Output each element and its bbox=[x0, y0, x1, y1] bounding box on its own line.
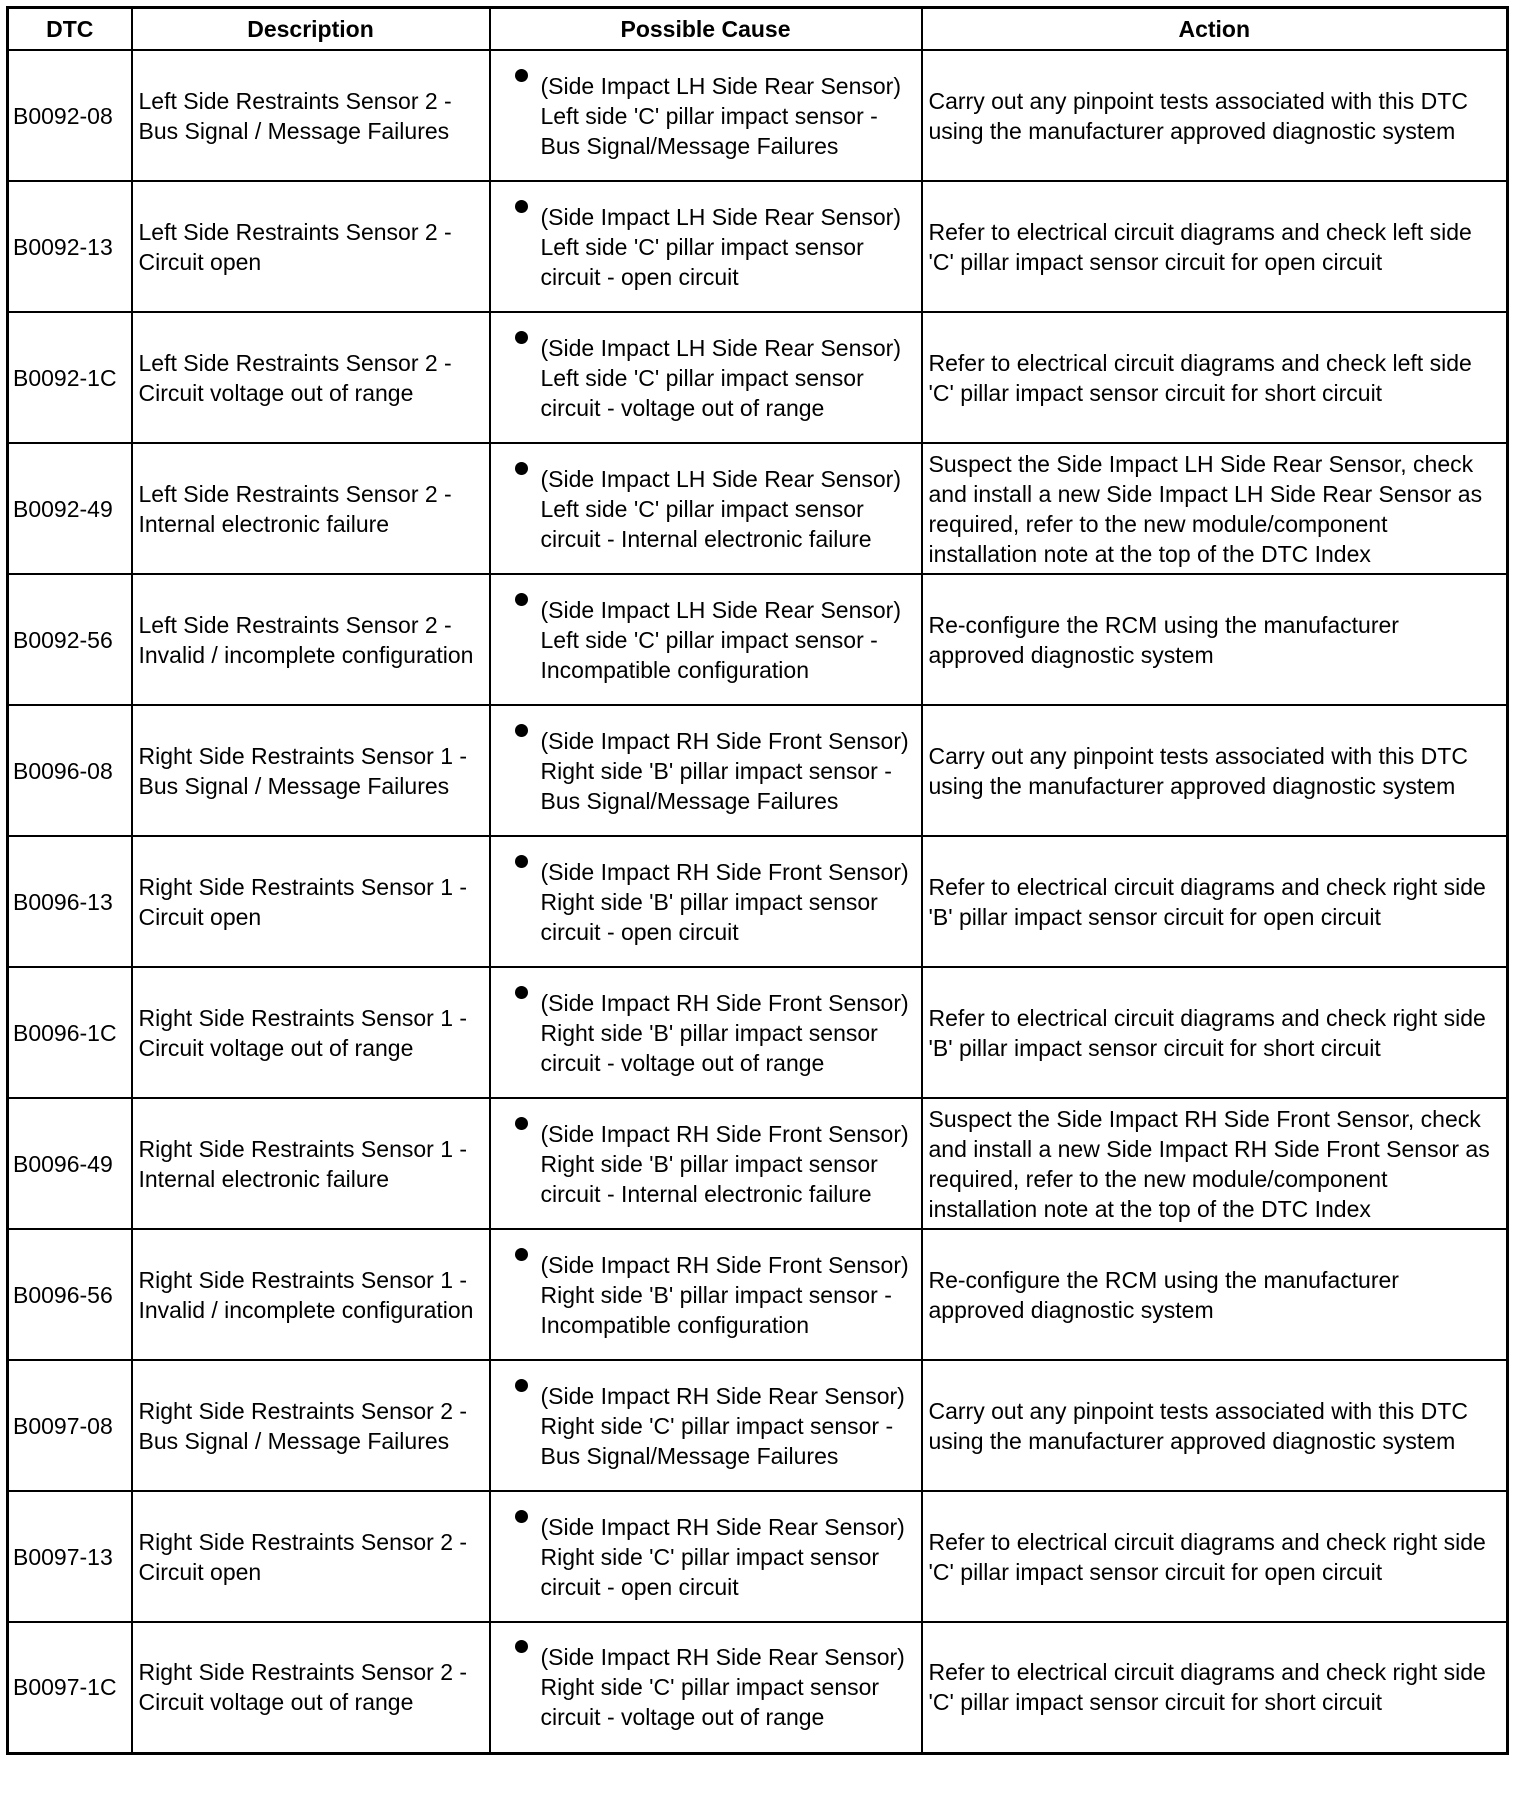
dtc-code: B0097-1C bbox=[8, 1622, 132, 1753]
possible-cause-cell bbox=[490, 1491, 922, 1622]
action-cell: Carry out any pinpoint tests associated with this DTC using the manufacturer approved diagnostic system bbox=[922, 50, 1508, 181]
possible-cause-cell bbox=[490, 312, 922, 443]
action-cell: Re-configure the RCM using the manufacturer approved diagnostic system bbox=[922, 1229, 1508, 1360]
table-row bbox=[8, 1098, 1508, 1229]
bullet-icon bbox=[515, 1117, 528, 1130]
table-row bbox=[8, 443, 1508, 574]
dtc-code: B0092-49 bbox=[8, 443, 132, 574]
header-action: Action bbox=[922, 8, 1508, 51]
description-cell: Right Side Restraints Sensor 2 - Circuit open bbox=[132, 1491, 490, 1622]
dtc-code: B0096-13 bbox=[8, 836, 132, 967]
description-cell: Left Side Restraints Sensor 2 - Circuit voltage out of range bbox=[132, 312, 490, 443]
action-cell: Carry out any pinpoint tests associated with this DTC using the manufacturer approved diagnostic system bbox=[922, 1360, 1508, 1491]
description-cell: Left Side Restraints Sensor 2 - Internal electronic failure bbox=[132, 443, 490, 574]
possible-cause-text: (Side Impact LH Side Rear Sensor) Left side 'C' pillar impact sensor - Incompatible configuration bbox=[540, 596, 901, 683]
possible-cause-text: (Side Impact LH Side Rear Sensor) Left side 'C' pillar impact sensor - Bus Signal/Message Failures bbox=[540, 72, 901, 159]
description-cell: Right Side Restraints Sensor 2 - Bus Signal / Message Failures bbox=[132, 1360, 490, 1491]
action-cell: Suspect the Side Impact RH Side Front Sensor, check and install a new Side Impact RH Side Front Sensor as required, refer to the new module/component installation note at the top of the DTC Index bbox=[922, 1098, 1508, 1229]
table-row bbox=[8, 1360, 1508, 1491]
possible-cause-cell bbox=[490, 705, 922, 836]
action-cell: Refer to electrical circuit diagrams and check left side 'C' pillar impact sensor circuit for open circuit bbox=[922, 181, 1508, 312]
action-cell: Refer to electrical circuit diagrams and check right side 'C' pillar impact sensor circuit for short circuit bbox=[922, 1622, 1508, 1753]
bullet-icon bbox=[515, 986, 528, 999]
description-cell: Left Side Restraints Sensor 2 - Invalid / incomplete configuration bbox=[132, 574, 490, 705]
table-row bbox=[8, 312, 1508, 443]
bullet-icon bbox=[515, 855, 528, 868]
possible-cause-cell bbox=[490, 1098, 922, 1229]
description-cell: Right Side Restraints Sensor 1 - Circuit open bbox=[132, 836, 490, 967]
action-cell: Suspect the Side Impact LH Side Rear Sensor, check and install a new Side Impact LH Side Rear Sensor as required, refer to the new module/component installation note at the top of the DTC Index bbox=[922, 443, 1508, 574]
dtc-code: B0092-08 bbox=[8, 50, 132, 181]
action-cell: Refer to electrical circuit diagrams and check right side 'B' pillar impact sensor circuit for short circuit bbox=[922, 967, 1508, 1098]
description-cell: Right Side Restraints Sensor 1 - Circuit voltage out of range bbox=[132, 967, 490, 1098]
header-dtc: DTC bbox=[8, 8, 132, 51]
bullet-icon bbox=[515, 1640, 528, 1653]
dtc-code: B0097-13 bbox=[8, 1491, 132, 1622]
description-cell: Right Side Restraints Sensor 2 - Circuit voltage out of range bbox=[132, 1622, 490, 1753]
table-row bbox=[8, 1622, 1508, 1753]
bullet-icon bbox=[515, 1510, 528, 1523]
possible-cause-cell bbox=[490, 836, 922, 967]
table-row bbox=[8, 705, 1508, 836]
dtc-code: B0097-08 bbox=[8, 1360, 132, 1491]
dtc-code: B0092-56 bbox=[8, 574, 132, 705]
bullet-icon bbox=[515, 331, 528, 344]
possible-cause-cell bbox=[490, 967, 922, 1098]
possible-cause-text: (Side Impact LH Side Rear Sensor) Left side 'C' pillar impact sensor circuit - Internal electronic failure bbox=[540, 465, 901, 552]
possible-cause-cell bbox=[490, 574, 922, 705]
possible-cause-text: (Side Impact RH Side Front Sensor) Right side 'B' pillar impact sensor circuit - open circuit bbox=[540, 858, 909, 945]
possible-cause-cell bbox=[490, 1622, 922, 1753]
bullet-icon bbox=[515, 593, 528, 606]
dtc-code: B0096-1C bbox=[8, 967, 132, 1098]
dtc-table bbox=[6, 6, 1509, 1755]
bullet-icon bbox=[515, 724, 528, 737]
possible-cause-text: (Side Impact RH Side Rear Sensor) Right side 'C' pillar impact sensor - Bus Signal/Message Failures bbox=[540, 1382, 905, 1469]
action-cell: Refer to electrical circuit diagrams and check right side 'B' pillar impact sensor circuit for open circuit bbox=[922, 836, 1508, 967]
bullet-icon bbox=[515, 1379, 528, 1392]
action-cell: Re-configure the RCM using the manufacturer approved diagnostic system bbox=[922, 574, 1508, 705]
description-cell: Left Side Restraints Sensor 2 - Bus Signal / Message Failures bbox=[132, 50, 490, 181]
possible-cause-text: (Side Impact LH Side Rear Sensor) Left side 'C' pillar impact sensor circuit - voltage out of range bbox=[540, 334, 901, 421]
dtc-code: B0096-49 bbox=[8, 1098, 132, 1229]
dtc-code: B0092-13 bbox=[8, 181, 132, 312]
header-row bbox=[8, 8, 1508, 51]
possible-cause-text: (Side Impact RH Side Front Sensor) Right side 'B' pillar impact sensor circuit - voltage out of range bbox=[540, 989, 909, 1076]
possible-cause-text: (Side Impact RH Side Rear Sensor) Right side 'C' pillar impact sensor circuit - open circuit bbox=[540, 1513, 905, 1600]
bullet-icon bbox=[515, 69, 528, 82]
possible-cause-cell bbox=[490, 443, 922, 574]
table-row bbox=[8, 967, 1508, 1098]
possible-cause-text: (Side Impact RH Side Rear Sensor) Right side 'C' pillar impact sensor circuit - voltage out of range bbox=[540, 1644, 905, 1731]
possible-cause-cell bbox=[490, 1360, 922, 1491]
possible-cause-text: (Side Impact RH Side Front Sensor) Right side 'B' pillar impact sensor - Bus Signal/Message Failures bbox=[540, 727, 909, 814]
possible-cause-text: (Side Impact RH Side Front Sensor) Right side 'B' pillar impact sensor - Incompatible configuration bbox=[540, 1251, 909, 1338]
table-row bbox=[8, 1229, 1508, 1360]
bullet-icon bbox=[515, 1248, 528, 1261]
dtc-code: B0096-08 bbox=[8, 705, 132, 836]
table-row bbox=[8, 50, 1508, 181]
possible-cause-cell bbox=[490, 50, 922, 181]
bullet-icon bbox=[515, 200, 528, 213]
action-cell: Carry out any pinpoint tests associated with this DTC using the manufacturer approved diagnostic system bbox=[922, 705, 1508, 836]
description-cell: Right Side Restraints Sensor 1 - Internal electronic failure bbox=[132, 1098, 490, 1229]
possible-cause-text: (Side Impact LH Side Rear Sensor) Left side 'C' pillar impact sensor circuit - open circuit bbox=[540, 203, 901, 290]
header-description: Description bbox=[132, 8, 490, 51]
table-row bbox=[8, 574, 1508, 705]
description-cell: Left Side Restraints Sensor 2 - Circuit open bbox=[132, 181, 490, 312]
description-cell: Right Side Restraints Sensor 1 - Bus Signal / Message Failures bbox=[132, 705, 490, 836]
action-cell: Refer to electrical circuit diagrams and check right side 'C' pillar impact sensor circuit for open circuit bbox=[922, 1491, 1508, 1622]
possible-cause-cell bbox=[490, 1229, 922, 1360]
table-row bbox=[8, 1491, 1508, 1622]
possible-cause-text: (Side Impact RH Side Front Sensor) Right side 'B' pillar impact sensor circuit - Internal electronic failure bbox=[540, 1120, 909, 1207]
table-row bbox=[8, 181, 1508, 312]
table-row bbox=[8, 836, 1508, 967]
action-cell: Refer to electrical circuit diagrams and check left side 'C' pillar impact sensor circuit for short circuit bbox=[922, 312, 1508, 443]
header-possible-cause: Possible Cause bbox=[490, 8, 922, 51]
bullet-icon bbox=[515, 462, 528, 475]
possible-cause-cell bbox=[490, 181, 922, 312]
description-cell: Right Side Restraints Sensor 1 - Invalid / incomplete configuration bbox=[132, 1229, 490, 1360]
dtc-code: B0096-56 bbox=[8, 1229, 132, 1360]
dtc-code: B0092-1C bbox=[8, 312, 132, 443]
